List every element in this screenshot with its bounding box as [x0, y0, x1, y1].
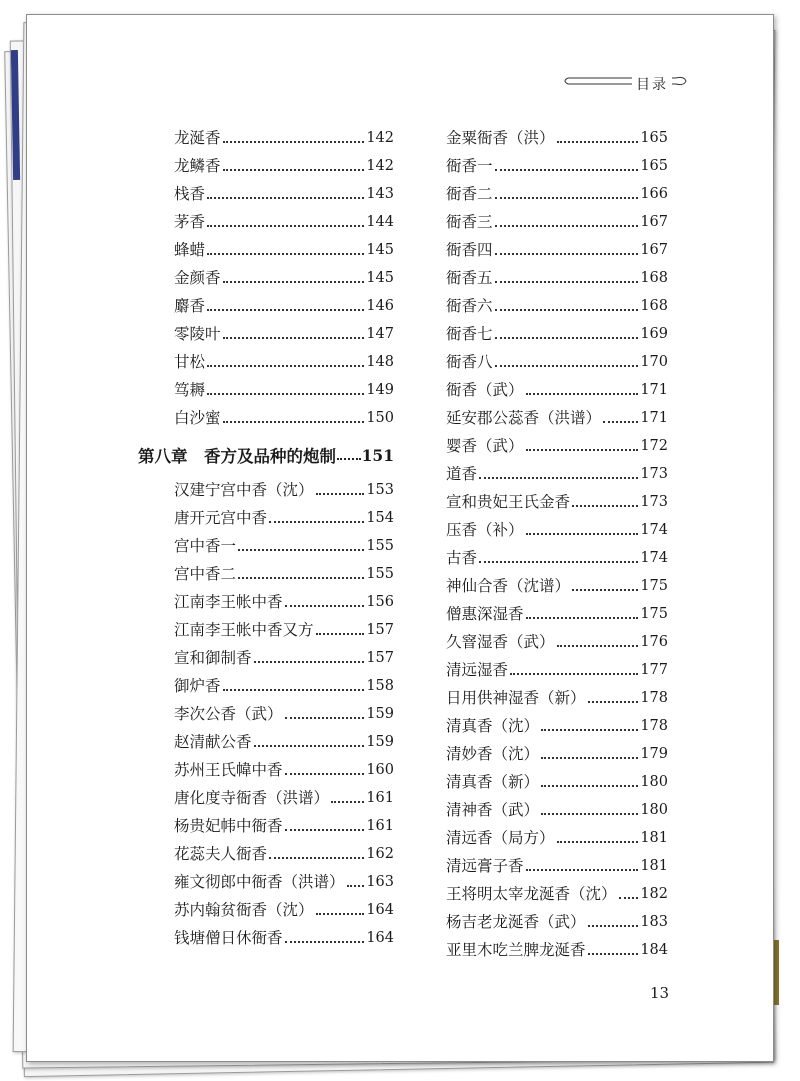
entry-title: 茅香 — [174, 213, 206, 231]
entry-page: 164 — [366, 902, 394, 918]
entry-page: 180 — [640, 802, 668, 818]
entry-page: 168 — [640, 298, 668, 314]
toc-entry[interactable] — [446, 488, 668, 516]
toc-entry[interactable] — [174, 728, 394, 756]
entry-page: 142 — [366, 158, 394, 174]
toc-left-column — [138, 124, 394, 952]
leader-dots — [223, 421, 365, 423]
entry-title: 衙香八 — [446, 353, 493, 371]
toc-entry[interactable] — [446, 936, 668, 964]
entry-page: 145 — [366, 242, 394, 258]
toc-entry[interactable] — [174, 292, 394, 320]
entry-page: 144 — [366, 214, 394, 230]
chapter-page: 151 — [361, 445, 394, 465]
entry-title: 白沙蜜 — [174, 409, 221, 427]
toc-entry[interactable] — [446, 320, 668, 348]
leader-dots — [495, 365, 639, 367]
entry-title: 御炉香 — [174, 677, 221, 695]
entry-page: 173 — [640, 466, 668, 482]
leader-dots — [572, 589, 638, 591]
entry-title: 压香（补） — [446, 521, 524, 539]
entry-page: 169 — [640, 326, 668, 342]
entry-page: 154 — [366, 510, 394, 526]
leader-dots — [316, 913, 365, 915]
leader-dots — [588, 925, 639, 927]
entry-page: 181 — [640, 830, 668, 846]
leader-dots — [479, 561, 638, 563]
toc-entry[interactable] — [174, 124, 394, 152]
entry-page: 178 — [640, 690, 668, 706]
entry-page: 173 — [640, 494, 668, 510]
entry-page: 157 — [366, 650, 394, 666]
entry-title: 日用供神湿香（新） — [446, 689, 586, 707]
entry-title: 苏内翰贫衙香（沈） — [174, 901, 314, 919]
toc-entry[interactable] — [174, 588, 394, 616]
entry-title: 亚里木吃兰脾龙涎香 — [446, 941, 586, 959]
toc-list-before-chapter — [174, 124, 394, 432]
running-header — [560, 64, 690, 94]
entry-page: 156 — [366, 594, 394, 610]
entry-page: 167 — [640, 214, 668, 230]
leader-dots — [207, 225, 364, 227]
leader-dots — [495, 281, 639, 283]
entry-title: 甘松 — [174, 353, 206, 371]
entry-title: 宫中香一 — [174, 537, 237, 555]
entry-title: 衙香五 — [446, 269, 493, 287]
entry-page: 142 — [366, 130, 394, 146]
leader-dots — [223, 141, 365, 143]
toc-entry[interactable] — [446, 628, 668, 656]
entry-title: 清真香（沈） — [446, 717, 540, 735]
entry-title: 衙香（武） — [446, 381, 524, 399]
toc-entry[interactable] — [174, 756, 394, 784]
toc-entry[interactable] — [174, 616, 394, 644]
leader-dots — [557, 141, 639, 143]
toc-entry[interactable] — [174, 404, 394, 432]
leader-dots — [495, 169, 639, 171]
toc-list-after-chapter — [174, 476, 394, 952]
toc-entry[interactable] — [446, 404, 668, 432]
leader-dots — [285, 605, 365, 607]
toc-entry[interactable] — [446, 852, 668, 880]
toc-entry[interactable] — [446, 180, 668, 208]
entry-page: 168 — [640, 270, 668, 286]
toc-entry[interactable] — [174, 320, 394, 348]
entry-title: 衙香四 — [446, 241, 493, 259]
entry-page: 149 — [366, 382, 394, 398]
toc-entry[interactable] — [174, 208, 394, 236]
entry-page: 147 — [366, 326, 394, 342]
toc-entry[interactable] — [174, 348, 394, 376]
entry-page: 171 — [640, 410, 668, 426]
toc-entry[interactable] — [446, 572, 668, 600]
toc-entry[interactable] — [446, 796, 668, 824]
entry-page: 178 — [640, 718, 668, 734]
leader-dots — [526, 393, 639, 395]
entry-title: 清妙香（沈） — [446, 745, 540, 763]
toc-entry[interactable] — [446, 460, 668, 488]
leader-dots — [207, 197, 364, 199]
entry-page: 159 — [366, 734, 394, 750]
toc-entry[interactable] — [446, 908, 668, 936]
toc-entry[interactable] — [174, 700, 394, 728]
entry-page: 143 — [366, 186, 394, 202]
entry-title: 婴香（武） — [446, 437, 524, 455]
entry-title: 钱塘僧日休衙香 — [174, 929, 283, 947]
entry-page: 161 — [366, 818, 394, 834]
toc-entry[interactable] — [446, 124, 668, 152]
entry-title: 僧惠深湿香 — [446, 605, 524, 623]
toc-entry[interactable] — [174, 672, 394, 700]
entry-page: 162 — [366, 846, 394, 862]
entry-title: 衙香七 — [446, 325, 493, 343]
toc-entry[interactable] — [174, 868, 394, 896]
leader-dots — [285, 829, 365, 831]
toc-entry[interactable] — [446, 348, 668, 376]
entry-page: 165 — [640, 130, 668, 146]
entry-title: 清远膏子香 — [446, 857, 524, 875]
leader-dots — [572, 505, 638, 507]
toc-entry[interactable] — [446, 292, 668, 320]
entry-page: 166 — [640, 186, 668, 202]
toc-entry[interactable] — [446, 768, 668, 796]
entry-page: 159 — [366, 706, 394, 722]
entry-title: 清远香（局方） — [446, 829, 555, 847]
entry-title: 雍文彻郎中衙香（洪谱） — [174, 873, 345, 891]
entry-page: 160 — [366, 762, 394, 778]
toc-right-column — [446, 124, 668, 964]
toc-entry[interactable] — [446, 712, 668, 740]
leader-dots — [223, 337, 365, 339]
entry-page: 174 — [640, 522, 668, 538]
entry-page: 181 — [640, 858, 668, 874]
entry-page: 172 — [640, 438, 668, 454]
leader-dots — [603, 421, 638, 423]
leader-dots — [541, 813, 638, 815]
leader-dots — [223, 169, 365, 171]
entry-page: 150 — [366, 410, 394, 426]
entry-title: 笃耨 — [174, 381, 206, 399]
entry-title: 衙香二 — [446, 185, 493, 203]
leader-dots — [269, 521, 364, 523]
entry-title: 清真香（新） — [446, 773, 540, 791]
entry-page: 165 — [640, 158, 668, 174]
toc-entry[interactable] — [174, 924, 394, 952]
leader-dots — [285, 717, 365, 719]
entry-title: 清远湿香 — [446, 661, 509, 679]
toc-entry[interactable] — [446, 376, 668, 404]
entry-title: 金粟衙香（洪） — [446, 129, 555, 147]
entry-title: 唐化度寺衙香（洪谱） — [174, 789, 330, 807]
entry-title: 杨吉老龙涎香（武） — [446, 913, 586, 931]
toc-entry[interactable] — [446, 880, 668, 908]
leader-dots — [479, 477, 638, 479]
page-number: 13 — [650, 984, 670, 1002]
entry-title: 宣和贵妃王氏金香 — [446, 493, 571, 511]
entry-page: 177 — [640, 662, 668, 678]
toc-entry[interactable] — [174, 812, 394, 840]
leader-dots — [541, 757, 638, 759]
entry-title: 王将明太宰龙涎香（沈） — [446, 885, 617, 903]
entry-title: 金颜香 — [174, 269, 221, 287]
leader-dots — [254, 661, 365, 663]
leader-dots — [541, 785, 638, 787]
leader-dots — [238, 549, 364, 551]
entry-page: 158 — [366, 678, 394, 694]
toc-entry[interactable] — [446, 152, 668, 180]
leader-dots — [526, 869, 639, 871]
leader-dots — [207, 365, 364, 367]
entry-title: 苏州王氏幃中香 — [174, 761, 283, 779]
entry-title: 汉建宁宫中香（沈） — [174, 481, 314, 499]
entry-page: 184 — [640, 942, 668, 958]
entry-page: 146 — [366, 298, 394, 314]
toc-entry[interactable] — [446, 208, 668, 236]
toc-entry[interactable] — [174, 784, 394, 812]
entry-title: 唐开元宫中香 — [174, 509, 268, 527]
leader-dots — [588, 701, 639, 703]
leader-dots — [285, 941, 365, 943]
toc-chapter-heading[interactable] — [138, 440, 394, 470]
leader-dots — [285, 773, 365, 775]
toc-entry[interactable] — [174, 180, 394, 208]
leader-dots — [526, 449, 639, 451]
entry-page: 175 — [640, 578, 668, 594]
leader-dots — [495, 309, 639, 311]
toc-entry[interactable] — [174, 476, 394, 504]
leader-dots — [495, 253, 639, 255]
leader-dots — [619, 897, 639, 899]
leader-dots — [316, 633, 365, 635]
entry-page: 153 — [366, 482, 394, 498]
toc-entry[interactable] — [174, 504, 394, 532]
toc-list-right — [446, 124, 668, 964]
leader-dots — [207, 393, 364, 395]
entry-title: 道香 — [446, 465, 478, 483]
entry-page: 155 — [366, 566, 394, 582]
leader-dots — [495, 337, 639, 339]
entry-page: 182 — [640, 886, 668, 902]
entry-title: 赵清献公香 — [174, 733, 252, 751]
leader-dots — [254, 745, 365, 747]
entry-page: 175 — [640, 606, 668, 622]
toc-entry[interactable] — [446, 600, 668, 628]
leader-dots — [223, 281, 365, 283]
entry-page: 155 — [366, 538, 394, 554]
leader-dots — [588, 953, 639, 955]
entry-title: 零陵叶 — [174, 325, 221, 343]
leader-dots — [495, 225, 639, 227]
entry-title: 衙香六 — [446, 297, 493, 315]
leader-dots — [207, 253, 364, 255]
toc-entry[interactable] — [446, 432, 668, 460]
entry-title: 栈香 — [174, 185, 206, 203]
entry-page: 148 — [366, 354, 394, 370]
leader-dots — [557, 645, 639, 647]
entry-title: 蜂蜡 — [174, 241, 206, 259]
entry-title: 清神香（武） — [446, 801, 540, 819]
entry-page: 161 — [366, 790, 394, 806]
toc-entry[interactable] — [174, 264, 394, 292]
toc-entry[interactable] — [446, 740, 668, 768]
entry-page: 164 — [366, 930, 394, 946]
toc-entry[interactable] — [446, 264, 668, 292]
entry-title: 龙鳞香 — [174, 157, 221, 175]
toc-entry[interactable] — [174, 152, 394, 180]
toc-entry[interactable] — [446, 824, 668, 852]
entry-page: 176 — [640, 634, 668, 650]
toc-entry[interactable] — [174, 644, 394, 672]
entry-page: 167 — [640, 242, 668, 258]
entry-title: 衙香一 — [446, 157, 493, 175]
leader-dots — [331, 801, 364, 803]
entry-page: 145 — [366, 270, 394, 286]
leader-dots — [510, 673, 638, 675]
entry-page: 170 — [640, 354, 668, 370]
entry-page: 174 — [640, 550, 668, 566]
entry-title: 延安郡公蕊香（洪谱） — [446, 409, 602, 427]
toc-entry[interactable] — [174, 236, 394, 264]
toc-entry[interactable] — [446, 516, 668, 544]
toc-entry[interactable] — [174, 532, 394, 560]
entry-title: 花蕊夫人衙香 — [174, 845, 268, 863]
toc-entry[interactable] — [446, 544, 668, 572]
toc-entry[interactable] — [174, 840, 394, 868]
toc-entry[interactable] — [174, 896, 394, 924]
toc-entry[interactable] — [446, 656, 668, 684]
leader-dots — [223, 689, 365, 691]
chapter-leader-dots — [337, 458, 361, 460]
header-title: 目录 — [632, 74, 672, 94]
leader-dots — [316, 493, 365, 495]
entry-title: 江南李王帐中香又方 — [174, 621, 314, 639]
entry-page: 157 — [366, 622, 394, 638]
leader-dots — [238, 577, 364, 579]
entry-title: 宫中香二 — [174, 565, 237, 583]
entry-page: 171 — [640, 382, 668, 398]
entry-page: 163 — [366, 874, 394, 890]
toc-entry[interactable] — [446, 684, 668, 712]
entry-title: 江南李王帐中香 — [174, 593, 283, 611]
leader-dots — [207, 309, 364, 311]
toc-entry[interactable] — [174, 376, 394, 404]
leader-dots — [557, 841, 639, 843]
entry-page: 179 — [640, 746, 668, 762]
leader-dots — [495, 197, 639, 199]
entry-page: 183 — [640, 914, 668, 930]
entry-page: 180 — [640, 774, 668, 790]
entry-title: 宣和御制香 — [174, 649, 252, 667]
leader-dots — [347, 885, 365, 887]
leader-dots — [541, 729, 638, 731]
leader-dots — [269, 857, 364, 859]
entry-title: 龙涎香 — [174, 129, 221, 147]
entry-title: 久窨湿香（武） — [446, 633, 555, 651]
entry-title: 麝香 — [174, 297, 206, 315]
entry-title: 神仙合香（沈谱） — [446, 577, 571, 595]
chapter-title: 第八章 香方及品种的炮制 — [138, 447, 336, 466]
leader-dots — [526, 533, 639, 535]
entry-title: 衙香三 — [446, 213, 493, 231]
toc-entry[interactable] — [174, 560, 394, 588]
toc-entry[interactable] — [446, 236, 668, 264]
entry-title: 李次公香（武） — [174, 705, 283, 723]
entry-title: 古香 — [446, 549, 478, 567]
entry-title: 杨贵妃帏中衙香 — [174, 817, 283, 835]
leader-dots — [526, 617, 639, 619]
